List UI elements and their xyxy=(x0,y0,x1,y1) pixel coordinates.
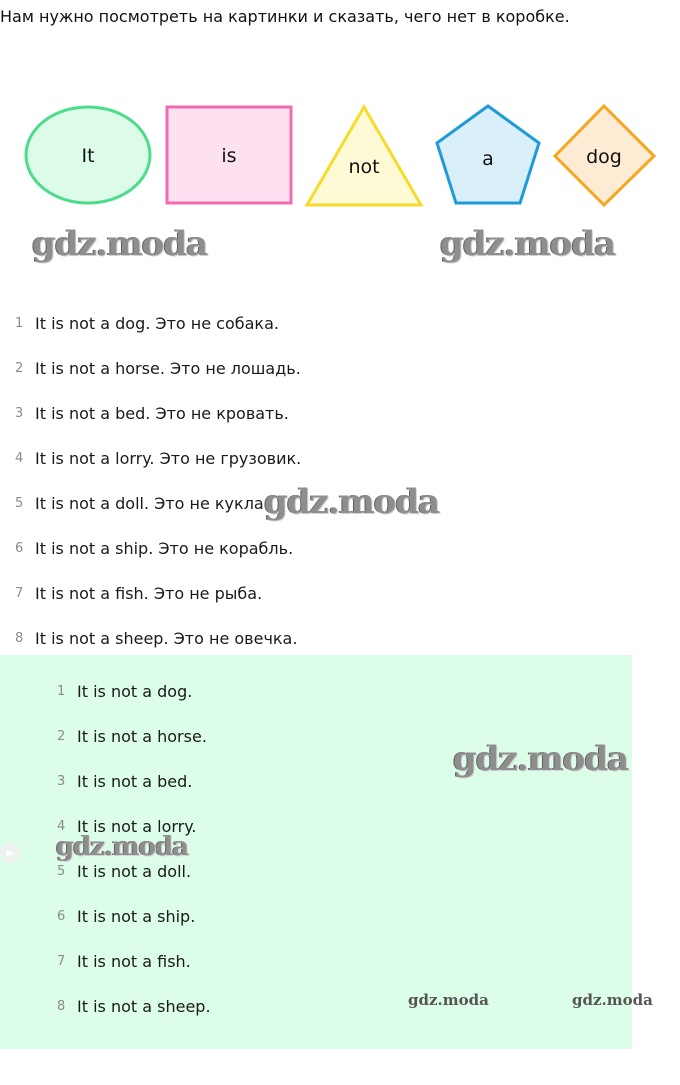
item-number: 7 xyxy=(15,585,24,601)
watermark: gdz.moda xyxy=(572,991,653,1009)
item-text: It is not a horse. Это не лошадь. xyxy=(35,358,301,378)
item-text: It is not a bed. Это не кровать. xyxy=(35,403,289,423)
item-text: It is not a ship. xyxy=(77,906,196,926)
list-item xyxy=(57,769,192,793)
item-number: 5 xyxy=(15,495,24,511)
item-number: 5 xyxy=(57,863,66,879)
item-text: It is not a horse. xyxy=(77,726,207,746)
list-item xyxy=(15,401,289,425)
item-number: 6 xyxy=(57,908,66,924)
item-text: It is not a lorry. xyxy=(77,816,197,836)
item-text: It is not a sheep. Это не овечка. xyxy=(35,628,298,648)
watermark: gdz.moda xyxy=(32,224,208,264)
item-number: 3 xyxy=(57,773,66,789)
item-number: 6 xyxy=(15,540,24,556)
item-number: 1 xyxy=(15,315,24,331)
shapes-illustration xyxy=(0,95,680,215)
diamond-label: dog xyxy=(586,146,622,168)
watermark: gdz.moda xyxy=(408,991,489,1009)
item-number: 8 xyxy=(15,630,24,646)
list-item xyxy=(15,581,262,605)
item-text: It is not a fish. xyxy=(77,951,191,971)
item-text: It is not a dog. xyxy=(77,681,193,701)
list-item xyxy=(57,904,195,928)
play-icon[interactable]: ▶ xyxy=(0,843,20,863)
item-number: 4 xyxy=(15,450,24,466)
watermark: gdz.moda xyxy=(264,482,440,522)
pentagon-label: a xyxy=(482,148,494,170)
item-text: It is not a fish. Это не рыба. xyxy=(35,583,263,603)
list-item xyxy=(15,536,293,560)
list-item xyxy=(57,724,207,748)
list-item xyxy=(57,679,192,703)
watermark: gdz.moda xyxy=(56,832,189,862)
item-number: 7 xyxy=(57,953,66,969)
list-item xyxy=(57,859,191,883)
list-item xyxy=(15,446,301,470)
item-text: It is not a dog. Это не собака. xyxy=(35,313,279,333)
item-text: It is not a ship. Это не корабль. xyxy=(35,538,294,558)
rectangle-shape xyxy=(167,107,291,203)
list-item xyxy=(15,626,297,650)
item-text: It is not a doll. Это не кукла. xyxy=(35,493,269,513)
rectangle-label: is xyxy=(221,145,237,167)
diamond-shape xyxy=(555,106,654,205)
list-item xyxy=(57,949,191,973)
item-number: 2 xyxy=(57,728,66,744)
ellipse-shape xyxy=(26,107,150,203)
list-item xyxy=(15,491,269,515)
item-text: It is not a sheep. xyxy=(77,996,211,1016)
triangle-label: not xyxy=(348,156,380,178)
task-intro: Нам нужно посмотреть на картинки и сказать, чего нет в коробке. xyxy=(0,7,570,26)
triangle-shape xyxy=(307,107,421,205)
item-number: 3 xyxy=(15,405,24,421)
watermark: gdz.moda xyxy=(440,224,616,264)
item-number: 1 xyxy=(57,683,66,699)
item-number: 4 xyxy=(57,818,66,834)
list-item xyxy=(15,311,279,335)
list-item xyxy=(15,356,301,380)
item-text: It is not a lorry. Это не грузовик. xyxy=(35,448,302,468)
item-number: 2 xyxy=(15,360,24,376)
list-item xyxy=(57,994,211,1018)
ellipse-label: It xyxy=(81,145,95,167)
pentagon-shape xyxy=(437,106,539,203)
item-number: 8 xyxy=(57,998,66,1014)
watermark: gdz.moda xyxy=(453,739,629,779)
item-text: It is not a doll. xyxy=(77,861,192,881)
item-text: It is not a bed. xyxy=(77,771,193,791)
